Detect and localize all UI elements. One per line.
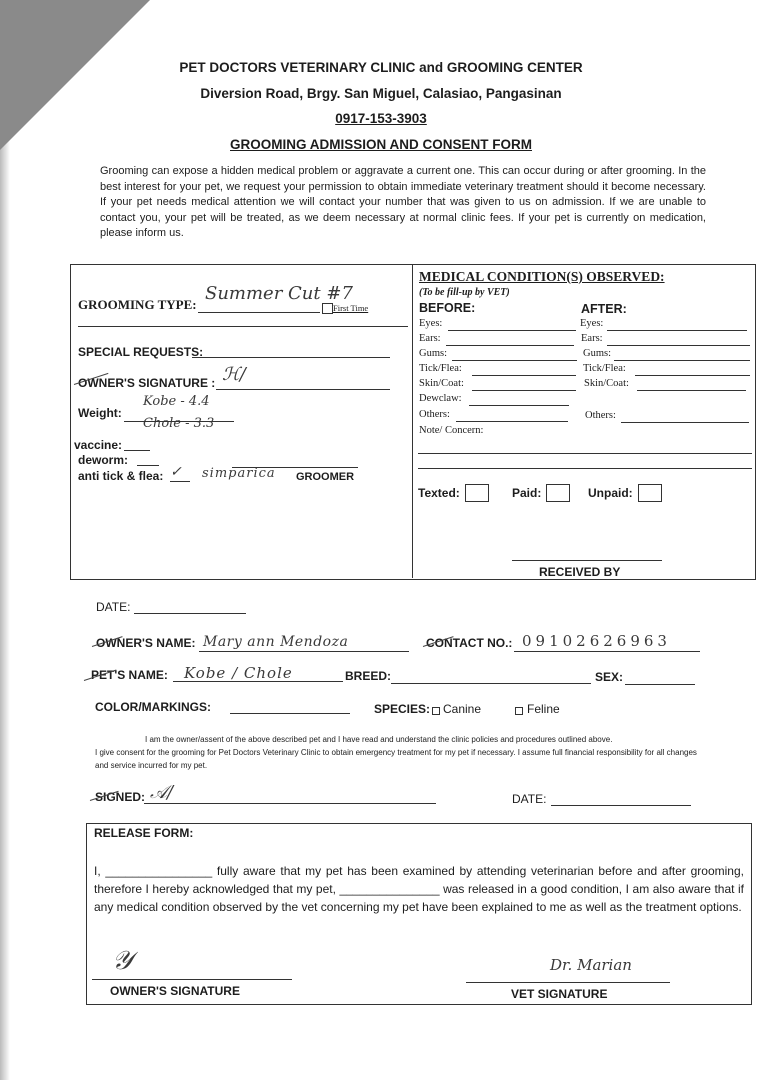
sex-line[interactable] xyxy=(625,684,695,685)
deworm-line[interactable] xyxy=(137,465,159,466)
contact-line[interactable] xyxy=(514,651,700,652)
after-tick: Tick/Flea: xyxy=(583,363,626,374)
clinic-phone: 0917-153-3903 xyxy=(335,111,427,126)
folded-corner xyxy=(0,0,150,150)
before-tick: Tick/Flea: xyxy=(419,363,462,374)
texted-checkbox[interactable] xyxy=(465,484,489,502)
color-label: COLOR/MARKINGS: xyxy=(95,700,211,714)
grooming-type-line-2 xyxy=(78,326,408,327)
before-gums: Gums: xyxy=(419,348,448,359)
vaccine-label: vaccine: xyxy=(74,438,123,452)
note-line-2[interactable] xyxy=(418,468,752,469)
color-line[interactable] xyxy=(230,713,350,714)
before-ears-line[interactable] xyxy=(446,345,574,346)
paid-label: Paid: xyxy=(512,486,542,500)
after-eyes-line[interactable] xyxy=(607,330,747,331)
unpaid-label: Unpaid: xyxy=(588,486,633,500)
medical-subtitle: (To be fill-up by VET) xyxy=(419,287,510,298)
received-by-line[interactable] xyxy=(512,560,662,561)
species-label: SPECIES: xyxy=(374,702,431,716)
owner-name-value: Mary ann Mendoza xyxy=(203,634,349,650)
vet-signature-label: VET SIGNATURE xyxy=(511,987,608,1001)
after-gums: Gums: xyxy=(583,348,612,359)
before-dewclaw: Dewclaw: xyxy=(419,393,462,404)
weight-line[interactable] xyxy=(124,421,234,422)
after-others: Others: xyxy=(585,410,616,421)
before-others-line[interactable] xyxy=(456,421,568,422)
vet-sig-line[interactable] xyxy=(466,982,670,983)
owner-sig-scribble: 𝒴 xyxy=(112,946,133,976)
clinic-name: PET DOCTORS VETERINARY CLINIC and GROOMING CENTER xyxy=(179,60,583,75)
breed-label: BREED: xyxy=(345,669,392,683)
before-ears: Ears: xyxy=(419,333,441,344)
owner-signature-line[interactable] xyxy=(216,389,390,390)
weight-line-2: Chole - 3.3 xyxy=(143,416,215,431)
owner-signature-label-release: OWNER'S SIGNATURE xyxy=(110,984,240,998)
anti-tick-label: anti tick & flea: xyxy=(78,469,164,483)
before-dewclaw-line[interactable] xyxy=(469,405,569,406)
note-line-1[interactable] xyxy=(418,453,752,454)
after-skin: Skin/Coat: xyxy=(584,378,629,389)
consent-date-label: DATE: xyxy=(512,792,547,806)
weight-line-1: Kobe - 4.4 xyxy=(143,394,210,409)
anti-tick-check: ✓ xyxy=(170,464,182,480)
intro-paragraph: Grooming can expose a hidden medical problem or aggravate a current one. This can occur during or after grooming. In the best interest for your pet, we request your permission to obtain immediate veterinary treatment should it become necessary. If your pet needs medical attention we will contact your number that was given to us on admission. If we are unable to contact you, your pet will be treated, as we deem necessary at normal clinic fees. If your pet is currently on medication, please inform us. xyxy=(100,165,706,240)
grooming-type-value: Summer Cut #7 xyxy=(205,283,353,304)
medical-title: MEDICAL CONDITION(S) OBSERVED: xyxy=(419,269,665,284)
signed-scribble: 𝒜/ xyxy=(150,782,174,803)
groomer-line[interactable] xyxy=(232,467,358,468)
deworm-label: deworm: xyxy=(78,453,129,467)
before-eyes-line[interactable] xyxy=(448,330,576,331)
pet-name-value: Kobe / Chole xyxy=(184,664,293,682)
after-skin-line[interactable] xyxy=(637,390,746,391)
after-eyes: Eyes: xyxy=(580,318,604,329)
after-ears: Ears: xyxy=(581,333,603,344)
vet-signature-value: Dr. Marian xyxy=(550,956,632,974)
owner-name-line[interactable] xyxy=(199,651,409,652)
received-by-label: RECEIVED BY xyxy=(539,565,621,579)
owner-sig-line[interactable] xyxy=(92,979,292,980)
canine-label: Canine xyxy=(443,702,482,716)
after-ears-line[interactable] xyxy=(607,345,750,346)
anti-tick-line[interactable] xyxy=(170,481,190,482)
date-label: DATE: xyxy=(96,600,131,614)
after-label: AFTER: xyxy=(581,302,627,316)
form-title: GROOMING ADMISSION AND CONSENT FORM xyxy=(230,137,532,152)
before-skin: Skin/Coat: xyxy=(419,378,464,389)
after-others-line[interactable] xyxy=(621,422,749,423)
anti-tick-value: simparica xyxy=(202,466,276,481)
feline-label: Feline xyxy=(527,702,560,716)
vaccine-line[interactable] xyxy=(124,450,150,451)
grooming-type-line[interactable] xyxy=(198,312,320,313)
contact-value: 09102626963 xyxy=(522,632,671,650)
release-body: I, ________________ fully aware that my pet has been examined by attending veterinarian before and after grooming, therefore I hereby acknowledged that my pet, _______________ was released in a good condition, I am also aware that if any medical condition observed by the vet concerning my pet have been explained to me as well as the treatment options. xyxy=(94,864,744,914)
consent-line-2: I give consent for the grooming for Pet Doctors Veterinary Clinic to obtain emergency treatment for my pet if necessary. I assume full financial responsibility for all changes and service incurred for my pet. xyxy=(95,748,697,770)
pet-name-label: PET'S NAME: xyxy=(91,668,168,682)
owner-signature-scribble: ℋ/ xyxy=(222,364,246,385)
groomer-label: GROOMER xyxy=(296,471,355,483)
release-title: RELEASE FORM: xyxy=(94,826,194,840)
box-divider xyxy=(412,265,413,578)
paid-checkbox[interactable] xyxy=(546,484,570,502)
first-time-label: First Time xyxy=(333,303,369,313)
signed-label: SIGNED: xyxy=(95,790,146,804)
canine-checkbox[interactable] xyxy=(432,707,440,715)
unpaid-checkbox[interactable] xyxy=(638,484,662,502)
special-requests-label: SPECIAL REQUESTS: xyxy=(78,345,204,359)
before-gums-line[interactable] xyxy=(452,360,577,361)
before-others: Others: xyxy=(419,409,450,420)
date-line[interactable] xyxy=(134,613,246,614)
texted-label: Texted: xyxy=(418,486,460,500)
owner-signature-label: OWNER'S SIGNATURE : xyxy=(78,376,216,390)
consent-line-1: I am the owner/assent of the above described pet and I have read and understand the clinic policies and procedures outlined above. xyxy=(145,735,613,744)
signed-line[interactable] xyxy=(144,803,436,804)
page-left-shadow xyxy=(0,0,10,1080)
feline-checkbox[interactable] xyxy=(515,707,523,715)
before-label: BEFORE: xyxy=(419,301,476,315)
owner-name-label: OWNER'S NAME: xyxy=(96,636,196,650)
before-eyes: Eyes: xyxy=(419,318,443,329)
consent-date-line[interactable] xyxy=(551,805,691,806)
note-label: Note/ Concern: xyxy=(419,425,484,436)
after-gums-line[interactable] xyxy=(614,360,750,361)
breed-line[interactable] xyxy=(391,683,591,684)
after-tick-line[interactable] xyxy=(635,375,750,376)
clinic-address: Diversion Road, Brgy. San Miguel, Calasiao, Pangasinan xyxy=(200,86,562,101)
before-tick-line[interactable] xyxy=(472,375,576,376)
sex-label: SEX: xyxy=(595,670,624,684)
weight-label: Weight: xyxy=(78,406,122,420)
grooming-type-label: GROOMING TYPE: xyxy=(78,297,197,312)
contact-label: CONTACT NO.: xyxy=(426,636,513,650)
first-time-checkbox[interactable] xyxy=(322,303,333,314)
special-requests-line[interactable] xyxy=(192,357,390,358)
before-skin-line[interactable] xyxy=(472,390,576,391)
